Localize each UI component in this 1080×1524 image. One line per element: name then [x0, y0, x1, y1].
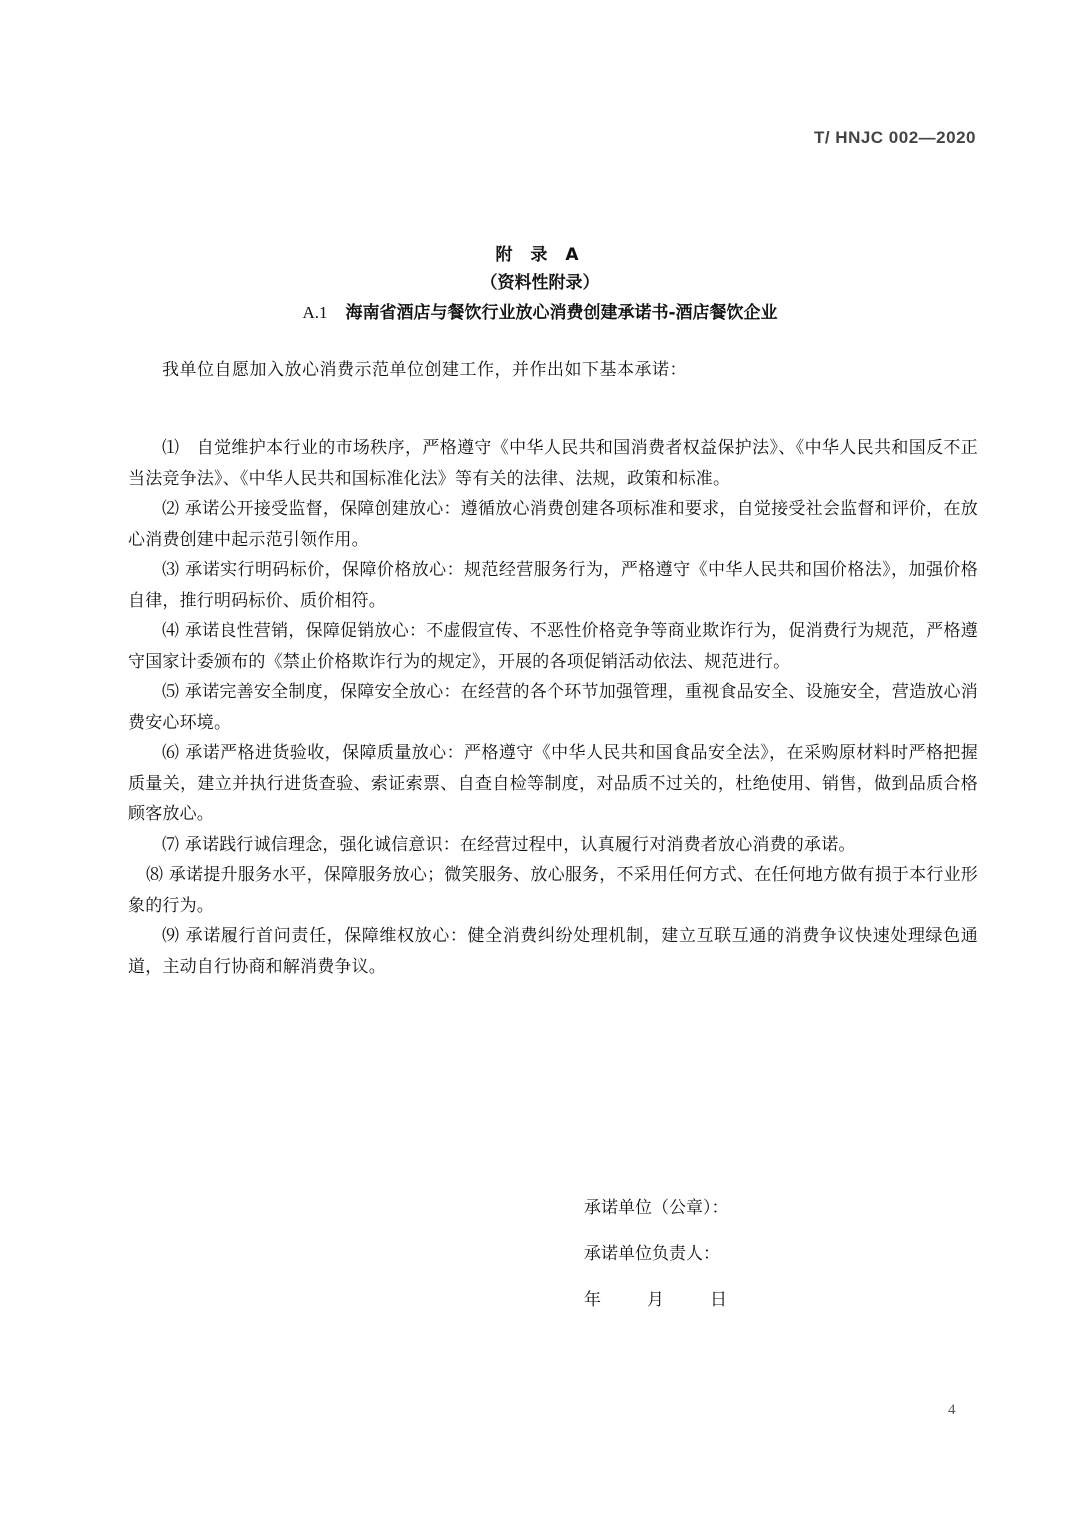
appendix-title: 附 录 A — [495, 245, 585, 265]
date-day: 日 — [710, 1290, 727, 1310]
commitment-list — [128, 433, 978, 982]
intro-paragraph: 我单位自愿加入放心消费示范单位创建工作，并作出如下基本承诺： — [162, 360, 687, 380]
date-month: 月 — [647, 1290, 664, 1310]
date-year: 年 — [584, 1290, 601, 1310]
signature-date — [584, 1288, 773, 1334]
commitment-item-2: ⑵ 承诺公开接受监督，保障创建放心：遵循放心消费创建各项标准和要求，自觉接受社会监督和评价，在放心消费创建中起示范引领作用。 — [128, 499, 978, 550]
section-title: 海南省酒店与餐饮行业放心消费创建承诺书-酒店餐饮企业 — [345, 303, 778, 323]
page-number: 4 — [948, 1402, 956, 1418]
commitment-item-8: ⑻ 承诺提升服务水平，保障服务放心；微笑服务、放心服务，不采用任何方式、在任何地方做有损于本行业形象的行为。 — [128, 865, 978, 916]
commitment-item-6: ⑹ 承诺严格进货验收，保障质量放心：严格遵守《中华人民共和国食品安全法》，在采购原材料时严格把握质量关，建立并执行进货查验、索证索票、自查自检等制度，对品质不过关的，杜绝使用、销售，做到品质合格顾客放心。 — [128, 743, 978, 824]
commitment-item-5: ⑸ 承诺完善安全制度，保障安全放心：在经营的各个环节加强管理，重视食品安全、设施安全，营造放心消费安心环境。 — [128, 682, 978, 733]
commitment-item-7: ⑺ 承诺践行诚信理念，强化诚信意识：在经营过程中，认真履行对消费者放心消费的承诺。 — [162, 834, 856, 855]
commitment-item-4: ⑷ 承诺良性营销，保障促销放心：不虚假宣传、不恶性价格竞争等商业欺诈行为，促消费行为规范，严格遵守国家计委颁布的《禁止价格欺诈行为的规定》，开展的各项促销活动依法、规范进行。 — [128, 621, 978, 672]
document-code: T/ HNJC 002—2020 — [813, 128, 976, 147]
commitment-item-1: ⑴ 自觉维护本行业的市场秩序，严格遵守《中华人民共和国消费者权益保护法》、《中华人民共和国反不正当法竞争法》、《中华人民共和国标准化法》等有关的法律、法规，政策和标准。 — [128, 438, 978, 489]
commitment-item-9: ⑼ 承诺履行首问责任，保障维权放心：健全消费纠纷处理机制，建立互联互通的消费争议快速处理绿色通道，主动自行协商和解消费争议。 — [128, 926, 978, 977]
section-number: A.1 — [302, 303, 328, 322]
signature-block — [584, 1196, 773, 1334]
section-heading — [0, 298, 1080, 323]
appendix-subtitle: （资料性附录） — [480, 273, 600, 293]
commitment-item-3: ⑶ 承诺实行明码标价，保障价格放心：规范经营服务行为，严格遵守《中华人民共和国价格法》，加强价格自律，推行明码标价、质价相符。 — [128, 560, 978, 611]
signature-unit: 承诺单位（公章）： — [584, 1198, 729, 1218]
signature-person: 承诺单位负责人： — [584, 1244, 720, 1264]
